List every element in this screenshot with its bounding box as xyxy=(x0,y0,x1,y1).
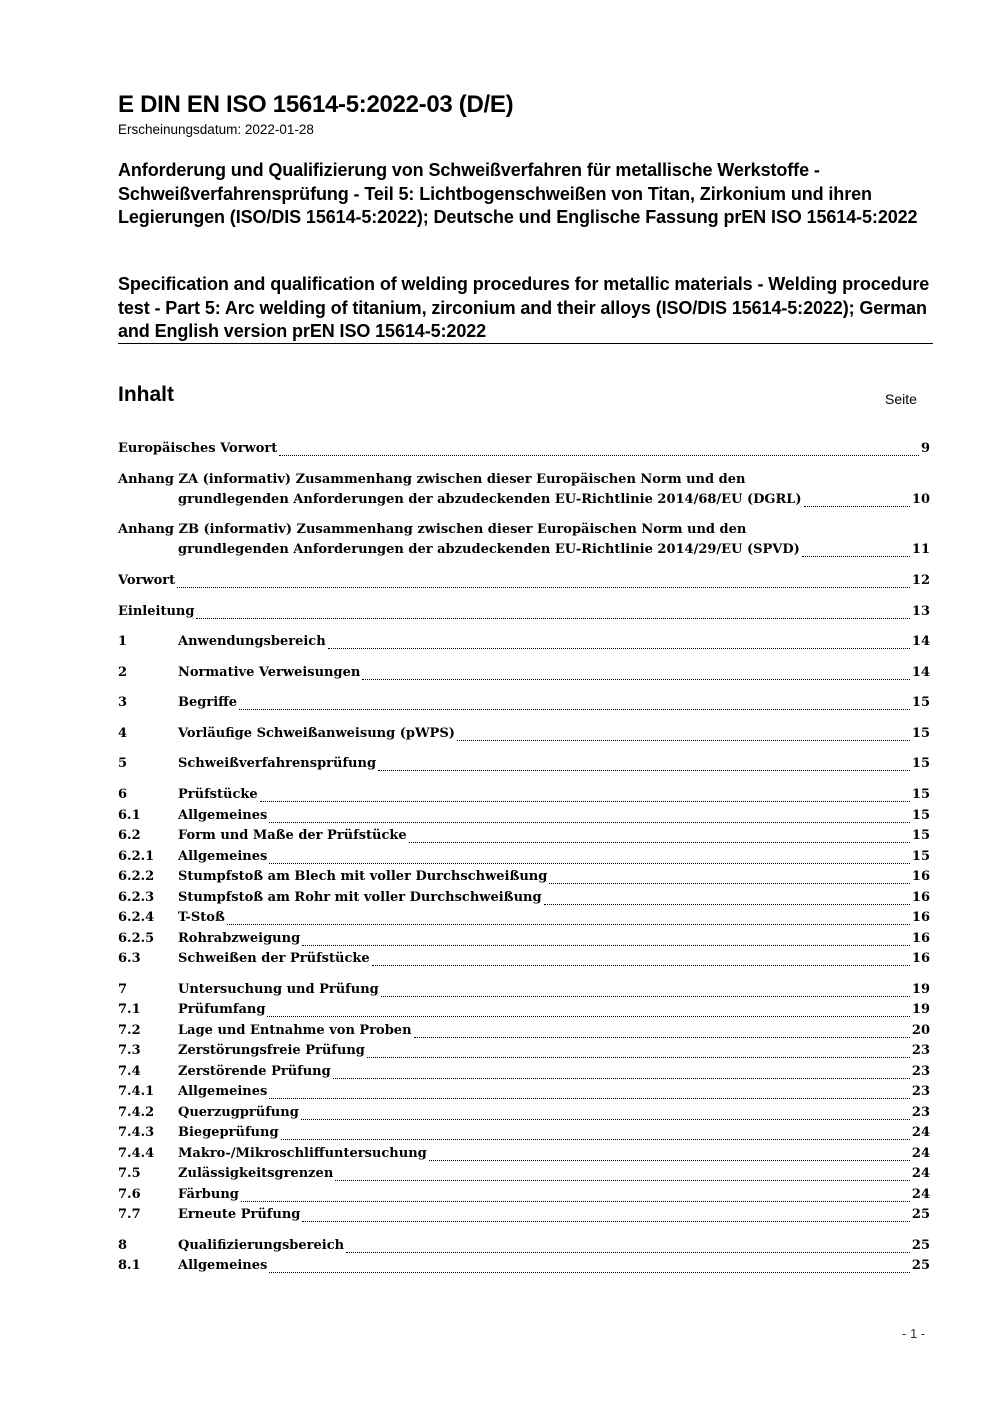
toc-entry-number: 7.7 xyxy=(118,1207,141,1222)
toc-entry-number: 6.2.4 xyxy=(118,910,155,925)
toc-page-column-label: Seite xyxy=(885,391,917,407)
page-number: - 1 - xyxy=(902,1326,926,1341)
toc-entry-text: Allgemeines xyxy=(178,808,268,823)
dot-leader xyxy=(372,964,910,966)
toc-entry-number: 6.2.5 xyxy=(118,931,155,946)
dot-leader xyxy=(302,944,910,946)
dot-leader xyxy=(333,1077,910,1079)
toc-entry-text: Schweißen der Prüfstücke xyxy=(178,951,370,966)
toc-entry-page: 15 xyxy=(911,849,930,864)
toc-entry-text: Rohrabzweigung xyxy=(178,931,301,946)
dot-leader xyxy=(302,1220,910,1222)
toc-entry-page: 16 xyxy=(911,890,930,905)
toc-heading: Inhalt xyxy=(118,383,174,406)
toc-entry[interactable] xyxy=(118,1043,930,1063)
toc-entry-number: 6.2.3 xyxy=(118,890,155,905)
dot-leader xyxy=(378,769,910,771)
dot-leader xyxy=(367,1056,910,1058)
toc-entry-text: Allgemeines xyxy=(178,849,268,864)
dot-leader xyxy=(260,800,910,802)
toc-entry-page: 23 xyxy=(911,1105,930,1120)
dot-leader xyxy=(328,647,910,649)
toc-entry-text: Biegeprüfung xyxy=(178,1125,279,1140)
toc-entry-number: 5 xyxy=(118,756,128,771)
toc-entry-text: Allgemeines xyxy=(178,1258,268,1273)
toc-entry[interactable] xyxy=(118,726,930,746)
toc-entry[interactable] xyxy=(118,869,930,889)
toc-entry-number: 8.1 xyxy=(118,1258,141,1273)
toc-entry-page: 16 xyxy=(911,869,930,884)
toc-entry-text: Prüfumfang xyxy=(178,1002,266,1017)
toc-entry[interactable] xyxy=(118,1187,930,1207)
toc-entry-text: Querzugprüfung xyxy=(178,1105,299,1120)
toc-entry-text: Allgemeines xyxy=(178,1084,268,1099)
publication-date: Erscheinungsdatum: 2022-01-28 xyxy=(118,122,314,137)
toc-entry-page: 9 xyxy=(920,441,930,456)
toc-entry-text: Stumpfstoß am Rohr mit voller Durchschweißung xyxy=(178,890,542,905)
toc-entry-page: 14 xyxy=(911,634,930,649)
toc-entry-number: 6.2.1 xyxy=(118,849,155,864)
toc-entry[interactable] xyxy=(118,665,930,685)
toc-entry-page: 24 xyxy=(911,1166,930,1181)
toc-entry-page: 24 xyxy=(911,1125,930,1140)
toc-entry-continuation xyxy=(118,542,930,562)
toc-entry-text: Qualifizierungsbereich xyxy=(178,1238,345,1253)
toc-entry-page: 25 xyxy=(911,1238,930,1253)
toc-entry-page: 15 xyxy=(911,756,930,771)
toc-entry-page: 24 xyxy=(911,1187,930,1202)
toc-entry-page: 24 xyxy=(911,1146,930,1161)
dot-leader xyxy=(335,1179,910,1181)
toc-entry-number: 3 xyxy=(118,695,128,710)
toc-entry-text: Europäisches Vorwort xyxy=(118,441,278,456)
toc-entry[interactable] xyxy=(118,1238,930,1258)
toc-entry-text: Zulässigkeitsgrenzen xyxy=(178,1166,334,1181)
toc-entry[interactable] xyxy=(118,1207,930,1227)
toc-entry[interactable] xyxy=(118,1166,930,1186)
toc-entry-number: 7 xyxy=(118,982,128,997)
toc-entry-number: 7.4.2 xyxy=(118,1105,155,1120)
toc-entry[interactable] xyxy=(118,1125,930,1145)
dot-leader xyxy=(804,505,910,507)
toc-entry[interactable] xyxy=(118,787,930,807)
toc-entry-number: 6.1 xyxy=(118,808,141,823)
toc-entry[interactable] xyxy=(118,1064,930,1084)
toc-entry[interactable] xyxy=(118,1105,930,1125)
toc-entry-page: 23 xyxy=(911,1064,930,1079)
table-of-contents xyxy=(118,0,930,1403)
toc-entry-number: 6.2.2 xyxy=(118,869,155,884)
toc-entry[interactable] xyxy=(118,1023,930,1043)
toc-entry-page: 15 xyxy=(911,828,930,843)
toc-entry-page: 11 xyxy=(911,542,930,557)
toc-entry[interactable] xyxy=(118,1146,930,1166)
toc-entry-page: 16 xyxy=(911,910,930,925)
toc-entry-text: Einleitung xyxy=(118,604,195,619)
dot-leader xyxy=(267,1015,909,1017)
title-german: Anforderung und Qualifizierung von Schweißverfahren für metallische Werkstoffe - Schweißverfahrensprüfung - Teil 5: Lichtbogenschweißen von Titan, Zirkonium und ihren Legierungen (ISO/DIS 15614-5:2022); Deutsche und Englische Fassung prEN ISO 15614-5:2022 xyxy=(118,160,918,227)
toc-entry-text: T-Stoß xyxy=(178,910,225,925)
toc-entry-number: 2 xyxy=(118,665,128,680)
toc-entry-page: 25 xyxy=(911,1207,930,1222)
toc-entry[interactable] xyxy=(118,808,930,828)
toc-entry[interactable] xyxy=(118,1084,930,1104)
toc-entry[interactable] xyxy=(118,951,930,971)
toc-entry-page: 15 xyxy=(911,726,930,741)
toc-entry-number: 7.1 xyxy=(118,1002,141,1017)
toc-entry-page: 25 xyxy=(911,1258,930,1273)
toc-entry-page: 12 xyxy=(911,573,930,588)
toc-entry-text: Vorwort xyxy=(118,573,176,588)
dot-leader xyxy=(281,1138,910,1140)
toc-entry-text: Lage und Entnahme von Proben xyxy=(178,1023,412,1038)
toc-entry-number: 7.4.3 xyxy=(118,1125,155,1140)
toc-entry-text: Schweißverfahrensprüfung xyxy=(178,756,377,771)
dot-leader xyxy=(429,1159,910,1161)
toc-entry-number: 7.4.1 xyxy=(118,1084,155,1099)
toc-entry-foreword[interactable] xyxy=(118,573,930,593)
toc-entry-text: Makro-/Mikroschliffuntersuchung xyxy=(178,1146,427,1161)
toc-entry-page: 10 xyxy=(911,492,930,507)
toc-entry-page: 15 xyxy=(911,787,930,802)
dot-leader xyxy=(241,1200,910,1202)
toc-entry-number: 7.5 xyxy=(118,1166,141,1181)
toc-entry[interactable] xyxy=(118,756,930,776)
dot-leader xyxy=(457,739,910,741)
toc-entry-number: 6.2 xyxy=(118,828,141,843)
toc-entry-page: 23 xyxy=(911,1043,930,1058)
toc-entry-text: Form und Maße der Prüfstücke xyxy=(178,828,407,843)
toc-entry-page: 14 xyxy=(911,665,930,680)
dot-leader xyxy=(414,1036,910,1038)
dot-leader xyxy=(409,841,910,843)
toc-entry-number: 8 xyxy=(118,1238,128,1253)
toc-entry-text: Zerstörende Prüfung xyxy=(178,1064,331,1079)
toc-entry-number: 7.6 xyxy=(118,1187,141,1202)
dot-leader xyxy=(177,586,910,588)
toc-entry-page: 13 xyxy=(911,604,930,619)
toc-entry[interactable] xyxy=(118,634,930,654)
dot-leader xyxy=(301,1118,910,1120)
toc-entry-text: Untersuchung und Prüfung xyxy=(178,982,379,997)
toc-entry-text: Anhang ZB (informativ) Zusammenhang zwischen dieser Europäischen Norm und den xyxy=(118,522,747,537)
toc-entry[interactable] xyxy=(118,982,930,1002)
toc-entry-page: 15 xyxy=(911,808,930,823)
dot-leader xyxy=(802,555,910,557)
toc-entry-text: Prüfstücke xyxy=(178,787,258,802)
toc-entry-page: 19 xyxy=(911,1002,930,1017)
dot-leader xyxy=(279,454,919,456)
dot-leader xyxy=(549,882,910,884)
toc-entry-introduction[interactable] xyxy=(118,604,930,624)
dot-leader xyxy=(227,923,910,925)
toc-entry-number: 1 xyxy=(118,634,128,649)
dot-leader xyxy=(544,903,910,905)
toc-entry-number: 7.4.4 xyxy=(118,1146,155,1161)
toc-entry-number: 4 xyxy=(118,726,128,741)
dot-leader xyxy=(239,708,910,710)
toc-entry-number: 6.3 xyxy=(118,951,141,966)
toc-entry-text: Zerstörungsfreie Prüfung xyxy=(178,1043,365,1058)
toc-entry[interactable] xyxy=(118,695,930,715)
toc-entry-text: Normative Verweisungen xyxy=(178,665,361,680)
toc-entry[interactable] xyxy=(118,931,930,951)
toc-entry[interactable] xyxy=(118,828,930,848)
dot-leader xyxy=(346,1251,910,1253)
dot-leader xyxy=(269,821,910,823)
toc-entry-number: 7.4 xyxy=(118,1064,141,1079)
dot-leader xyxy=(362,678,910,680)
toc-entry[interactable] xyxy=(118,890,930,910)
toc-entry-annex-zb[interactable] xyxy=(118,522,930,562)
toc-entry-text: Anhang ZA (informativ) Zusammenhang zwischen dieser Europäischen Norm und den xyxy=(118,472,746,487)
toc-entry-page: 16 xyxy=(911,951,930,966)
toc-entry-text: Vorläufige Schweißanweisung (pWPS) xyxy=(178,726,455,741)
toc-entry-text: grundlegenden Anforderungen der abzudeckenden EU-Richtlinie 2014/68/EU (DGRL) xyxy=(178,492,802,507)
toc-entry[interactable] xyxy=(118,849,930,869)
dot-leader xyxy=(269,1271,910,1273)
dot-leader xyxy=(196,617,909,619)
toc-entry-text: Stumpfstoß am Blech mit voller Durchschweißung xyxy=(178,869,548,884)
toc-entry-number: 7.3 xyxy=(118,1043,141,1058)
toc-entry-european-foreword[interactable] xyxy=(118,441,930,461)
toc-entry-page: 16 xyxy=(911,931,930,946)
toc-entry-number: 6 xyxy=(118,787,128,802)
dot-leader xyxy=(381,995,910,997)
toc-entry-page: 15 xyxy=(911,695,930,710)
toc-entry[interactable] xyxy=(118,910,930,930)
toc-entry-page: 20 xyxy=(911,1023,930,1038)
toc-entry-text: Erneute Prüfung xyxy=(178,1207,301,1222)
toc-entry[interactable] xyxy=(118,1002,930,1022)
toc-entry-continuation xyxy=(118,492,930,512)
toc-entry[interactable] xyxy=(118,1258,930,1278)
document-id: E DIN EN ISO 15614-5:2022-03 (D/E) xyxy=(118,91,514,118)
dot-leader xyxy=(269,1097,910,1099)
toc-entry-text: grundlegenden Anforderungen der abzudeckenden EU-Richtlinie 2014/29/EU (SPVD) xyxy=(178,542,800,557)
toc-entry-text: Anwendungsbereich xyxy=(178,634,326,649)
toc-entry-number: 7.2 xyxy=(118,1023,141,1038)
toc-entry-text: Begriffe xyxy=(178,695,238,710)
toc-entry-annex-za[interactable] xyxy=(118,472,930,512)
dot-leader xyxy=(269,862,910,864)
toc-entry-page: 23 xyxy=(911,1084,930,1099)
toc-entry-page: 19 xyxy=(911,982,930,997)
title-english: Specification and qualification of welding procedures for metallic materials - Welding procedure test - Part 5: Arc welding of titanium, zirconium and their alloys (ISO/DIS 15614-5:2022); German and English version prEN ISO 15614-5:2022 xyxy=(118,274,930,341)
toc-entry-text: Färbung xyxy=(178,1187,239,1202)
